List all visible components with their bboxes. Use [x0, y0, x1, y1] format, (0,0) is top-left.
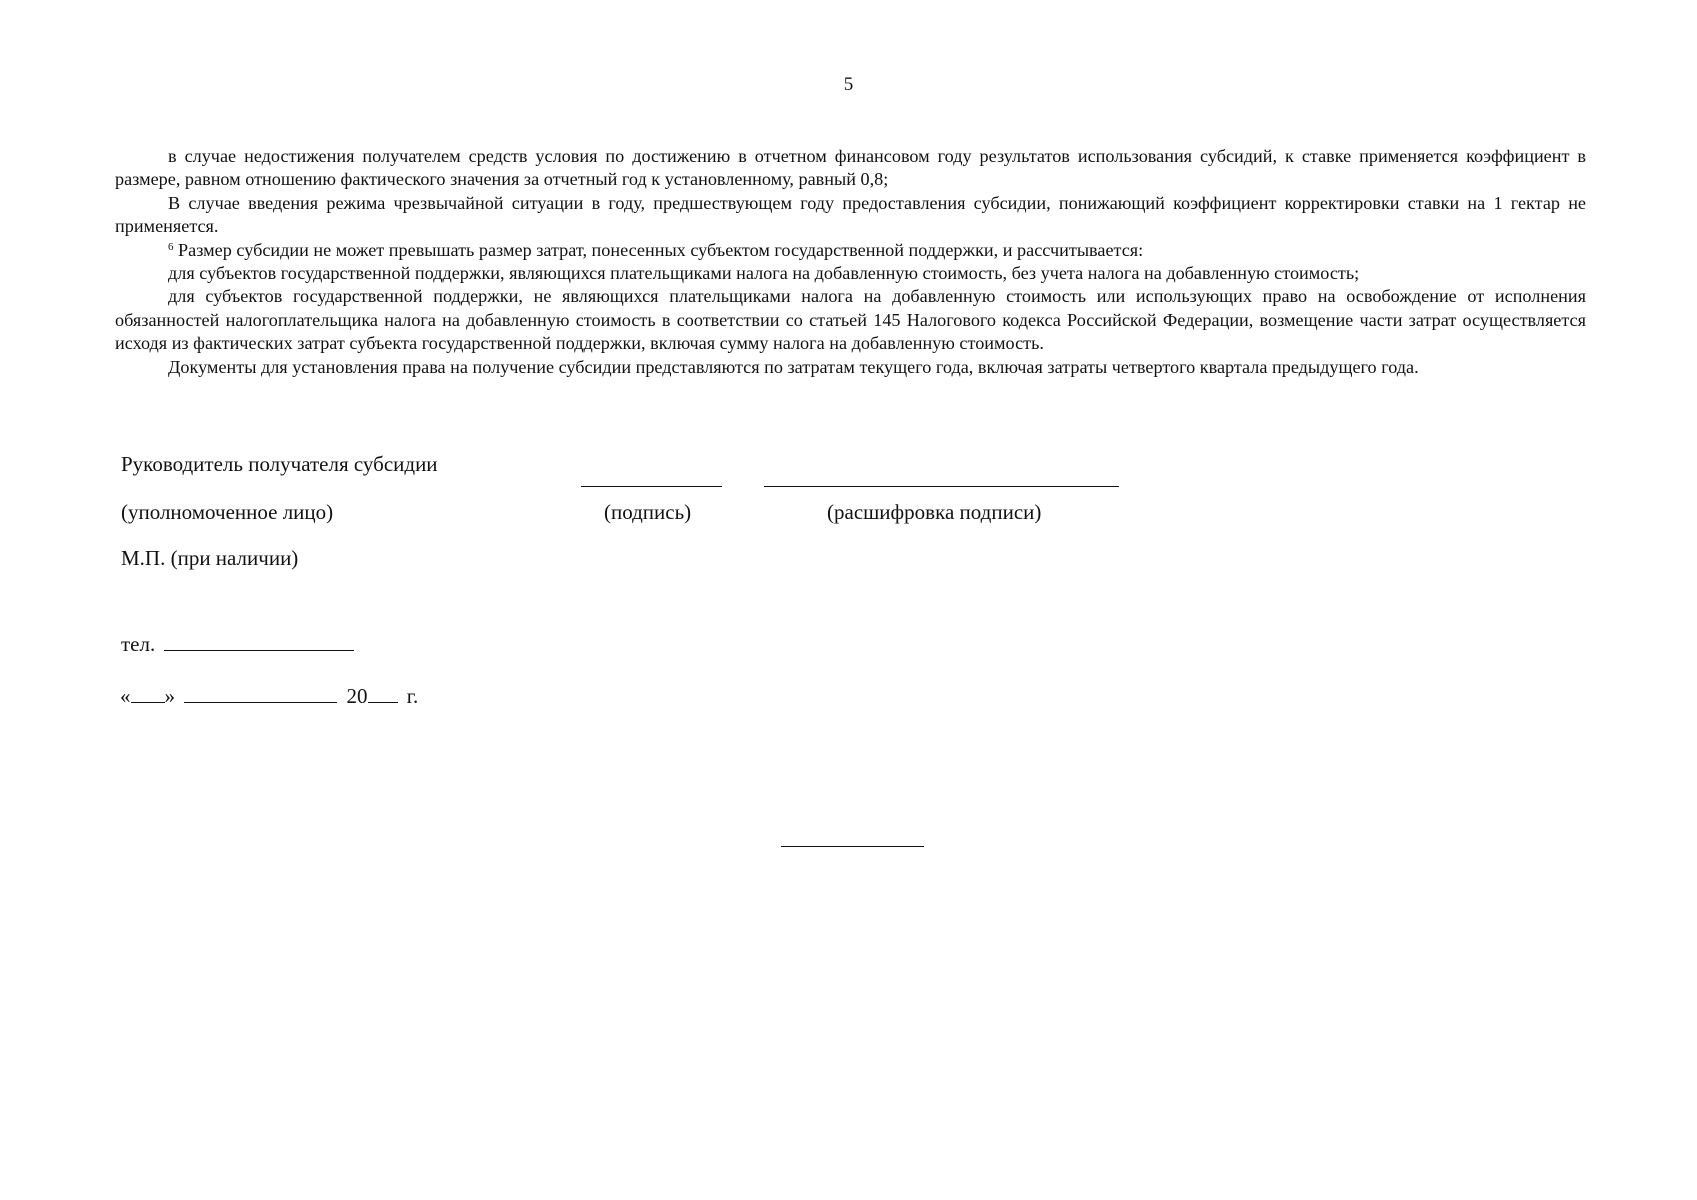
head-label: Руководитель получателя субсидии: [121, 452, 438, 476]
paragraph-vat-payers: для субъектов государственной поддержки, являющихся плательщиками налога на добавленную стоимость, без учета налога на добавленную стоимость;: [168, 263, 1360, 284]
paragraph-non-vat-payers: для субъектов государственной поддержки, не являющихся плательщиками налога на добавленную стоимость или использующих право на освобождение от исполнения обязанностей налогоплательщика налога на добавленную стоимость в соответствии со статьей 145 Налогового кодекса Российской Федерации, возмещение части затрат осуществляется исходя из фактических затрат субъекта государственной поддержки, включая сумму налога на добавленную стоимость.: [115, 286, 1586, 354]
phone-blank: [164, 632, 354, 651]
paragraph-coefficient: в случае недостижения получателем средств условия по достижению в отчетном финансовом году результатов использования субсидий, к ставке применяется коэффициент в размере, равном отношению фактического значения за отчетный год к установленному, равный 0,8;: [115, 146, 1586, 190]
day-blank: [131, 684, 165, 703]
year-blank: [368, 684, 398, 703]
phone-label: тел.: [121, 632, 156, 656]
signature-decoding-line: [764, 486, 1119, 487]
footnote-marker: 6: [168, 240, 174, 253]
end-divider: [781, 846, 924, 847]
date-row: [120, 684, 418, 709]
stamp-label: М.П. (при наличии): [121, 546, 299, 570]
authorized-person-label: (уполномоченное лицо): [121, 500, 334, 524]
signature-caption: (подпись): [604, 500, 692, 524]
month-blank: [184, 684, 337, 703]
footnote-6: [115, 239, 1586, 262]
date-open-quote: «: [120, 684, 131, 708]
signature-decoding-caption: (расшифровка подписи): [827, 500, 1042, 524]
date-close-quote: »: [164, 684, 175, 708]
signature-line: [581, 486, 722, 487]
phone-row: [121, 632, 354, 657]
footnotes-block: [115, 145, 1586, 379]
footnote-text: Размер субсидии не может превышать размер затрат, понесенных субъектом государственной поддержки, и рассчитывается:: [173, 239, 1144, 260]
year-suffix: г.: [406, 684, 419, 708]
paragraph-documents: Документы для установления права на получение субсидии представляются по затратам текущего года, включая затраты четвертого квартала предыдущего года.: [168, 356, 1419, 377]
year-prefix: 20: [346, 684, 368, 708]
paragraph-emergency: В случае введения режима чрезвычайной ситуации в году, предшествующем году предоставления субсидии, понижающий коэффициент корректировки ставки на 1 гектар не применяется.: [115, 192, 1586, 237]
page-number: 5: [843, 74, 854, 95]
